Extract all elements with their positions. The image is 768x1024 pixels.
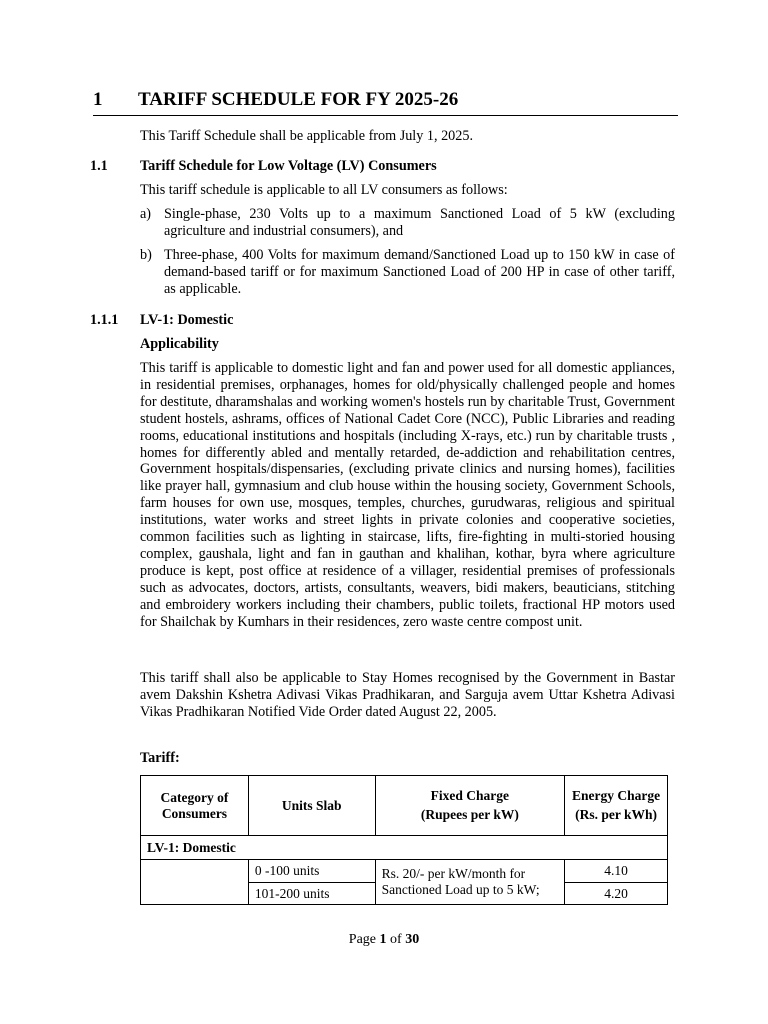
list-item-a-label: a) <box>140 206 152 222</box>
section-1-1-1-title: LV-1: Domestic <box>140 312 234 328</box>
section-1-1-title: Tariff Schedule for Low Voltage (LV) Consumers <box>140 158 437 174</box>
footer-total-pages: 30 <box>405 932 420 947</box>
energy-charge-cell: 4.20 <box>565 883 668 905</box>
table-group-row <box>141 836 668 860</box>
section-1-1-number: 1.1 <box>90 158 108 174</box>
stay-homes-paragraph: This tariff shall also be applicable to Stay Homes recognised by the Government in Bastar avem Dakshin Kshetra Adivasi Vikas Pradhikaran, and Sarguja avem Uttar Kshetra Adivasi Vikas Pradhikaran Notified Vide Order dated August 22, 2005. <box>140 670 675 720</box>
group-row-label: LV-1: Domestic <box>141 836 668 860</box>
list-item-a-text: Single-phase, 230 Volts up to a maximum Sanctioned Load of 5 kW (excluding agriculture and industrial consumers), and <box>164 206 675 239</box>
tariff-label: Tariff: <box>140 750 180 766</box>
header-fixed-line2: (Rupees per kW) <box>420 807 519 822</box>
section-1-1-lead: This tariff schedule is applicable to all LV consumers as follows: <box>140 182 508 198</box>
heading-number: 1 <box>93 89 103 110</box>
heading-title: TARIFF SCHEDULE FOR FY 2025-26 <box>138 89 459 110</box>
footer-current-page: 1 <box>379 932 387 947</box>
list-item-b-label: b) <box>140 247 152 263</box>
table-row <box>141 860 668 883</box>
category-cell <box>141 860 249 905</box>
header-energy-line1: Energy Charge <box>572 788 661 803</box>
list-item-b-text: Three-phase, 400 Volts for maximum demand/Sanctioned Load up to 150 kW in case of demand-based tariff or for maximum Sanctioned Load of 200 HP in case of other tariff, as applicable. <box>164 247 675 297</box>
footer-middle: of <box>386 932 406 947</box>
header-energy-line2: (Rs. per kWh) <box>575 807 658 822</box>
energy-charge-cell: 4.10 <box>565 860 668 883</box>
header-fixed-line1: Fixed Charge <box>430 788 510 803</box>
footer-prefix: Page <box>348 932 380 947</box>
header-energy-charge <box>565 776 668 836</box>
section-1-1-1-number: 1.1.1 <box>90 312 119 328</box>
main-heading <box>93 88 678 116</box>
intro-text: This Tariff Schedule shall be applicable from July 1, 2025. <box>140 128 473 144</box>
fixed-charge-cell: Rs. 20/- per kW/month for Sanctioned Load up to 5 kW; <box>375 860 565 905</box>
page-footer <box>0 932 768 948</box>
table-header-row <box>141 776 668 836</box>
slab-cell: 101-200 units <box>248 883 375 905</box>
header-category: Category of Consumers <box>141 776 249 836</box>
applicability-paragraph: This tariff is applicable to domestic light and fan and power used for all domestic appliances, in residential premises, orphanages, homes for old/physically challenged people and homes for destitute, dharamshalas and working women's hostels run by charitable Trust, Government student hostels, ashrams, offices of National Cadet Core (NCC), Public Libraries and reading rooms, educational institutions and hospitals (including X-rays, etc.) run by charitable trusts , homes for differently abled and mentally retarded, de-addiction and rehabilitation centres, Government hospitals/dispensaries, (excluding private clinics and nursing homes), facilities like prayer hall, gymnasium and club house within the housing society, Government Schools, farm houses for own use, mosques, temples, churches, gurudwaras, religious and spiritual institutions, water works and street lights in private colonies and cooperative societies, common facilities such as lighting in staircase, lifts, fire-fighting in multi-storied housing complex, gaushala, light and fan in gauthan and khalihan, kothar, byra where agriculture produce is kept, post office at residence of a villager, residential premises of professionals such as advocates, doctors, artists, consultants, weavers, bidi makers, beauticians, stitching and embroidery workers including their chambers, public toilets, fractional HP motors used for Shailchak by Kumhars in their residences, zero waste centre compost unit. <box>140 360 675 630</box>
applicability-heading: Applicability <box>140 336 219 352</box>
tariff-table <box>140 775 668 905</box>
header-fixed-charge <box>375 776 565 836</box>
slab-cell: 0 -100 units <box>248 860 375 883</box>
header-slab: Units Slab <box>248 776 375 836</box>
